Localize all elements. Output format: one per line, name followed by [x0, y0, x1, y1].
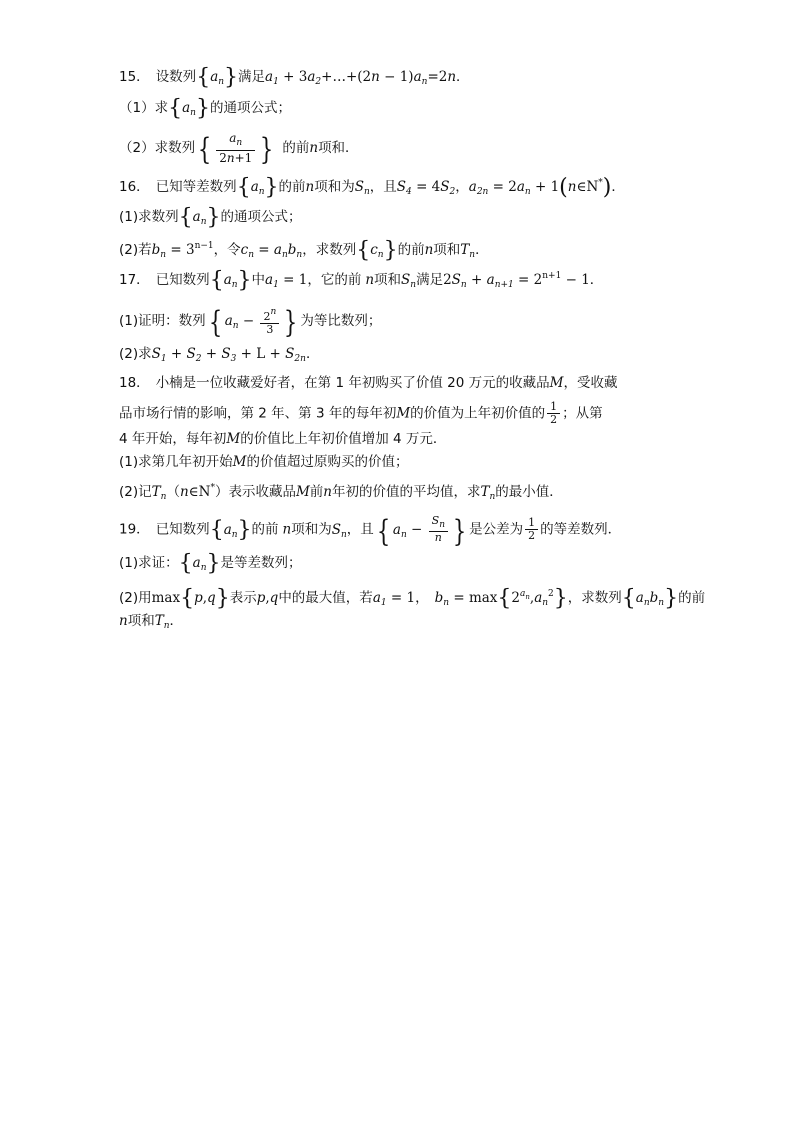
problem-19-part-2: (2)用max{p,q}表示p,q中的最大值，若$a_1 = 1$， $b_n = \max\{2^{a_n},a_n^2\}$，求数列$\{a_nb_n\}$的前: [119, 586, 706, 611]
problem-17-part-1: (1)证明：数列{ $a_n$ − $\frac{2^n}{3}$ } 为等比数列；: [119, 305, 382, 340]
problem-19-part-2-cont: n项和$T_n$．: [119, 613, 184, 631]
problem-number: 15．: [119, 69, 150, 85]
problem-number: 16．: [119, 179, 150, 195]
problem-18-line-1: 18． 小楠是一位收藏爱好者，在第 1 年初购买了价值 20 万元的收藏品M，受收藏: [119, 375, 618, 391]
problem-number: 19．: [119, 521, 150, 538]
problem-16-part-1: (1)求数列$\{a_n\}$的通项公式；: [119, 205, 302, 230]
problem-18-line-2: 品市场行情的影响，第 2 年、第 3 年的每年初M的价值为上年初价值的 $\frac{1}{2}$ ；从第: [119, 400, 603, 426]
fraction: $\frac{2^n}{3}$: [260, 306, 279, 336]
problem-18-part-1: (1)求第几年初开始M的价值超过原购买的价值；: [119, 454, 409, 470]
problem-18-part-2: (2)记$T_n(n\in N^*)$表示收藏品M前n年初的价值的平均值，求$T_n$的最小值．: [119, 483, 563, 502]
problem-18-line-3: 4 年开始，每年初M的价值比上年初价值增加 4 万元．: [119, 431, 447, 447]
problem-17-stem: 17． 已知数列$\{a_n\}$中$a_1 = 1$，它的前 n项和$S_n$满足$2S_n + a_{n+1} = 2^{n+1} - 1$．: [119, 268, 604, 293]
problem-15-part-2: （2）求数列{ $\frac{a_n}{2n+1}$ } 的前n项和．: [119, 131, 359, 167]
problem-16-stem: 16． 已知等差数列$\{a_n\}$的前n项和为$S_n$，且$S_4 = 4S_2$，$a_{2n} = 2a_n$ + 1(n∈N*)．: [119, 175, 625, 200]
problem-19-stem: 19． 已知数列$\{a_n\}$的前 n项和为$S_n$，且{ $a_n$ − $\frac{S_n}{n}$ } 是公差为 $\frac{1}{2}$ 的等差数列．: [119, 513, 622, 549]
problem-17-part-2: (2)求$S_1 + S_2 + S_3 + L + S_{2n}$．: [119, 346, 320, 364]
problem-15-part-1: （1）求$\{a_n\}$的通项公式；: [119, 96, 291, 121]
fraction: $\frac{a_n}{2n+1}$: [216, 131, 255, 165]
fraction: $\frac{1}{2}$: [547, 401, 560, 426]
problem-number: 17．: [119, 272, 150, 288]
problem-19-part-1: (1)求证：$\{a_n\}$是等差数列；: [119, 551, 302, 576]
formula: $a_1 + 3a_2$: [265, 69, 322, 87]
fraction: $\frac{1}{2}$: [525, 517, 538, 542]
fraction: $\frac{S_n}{n}$: [429, 515, 448, 544]
problem-16-part-2: (2)若$b_n = 3^{n-1}$，令$c_n = a_nb_n$，求数列$\{c_n\}$的前n项和$T_n$．: [119, 238, 489, 263]
problem-number: 18．: [119, 375, 150, 391]
problem-15-stem: 15． 设数列$\{a_n\}$满足$a_1$ + $3a_2+\dots+(2n - 1)a_n=2n$．: [119, 65, 470, 90]
